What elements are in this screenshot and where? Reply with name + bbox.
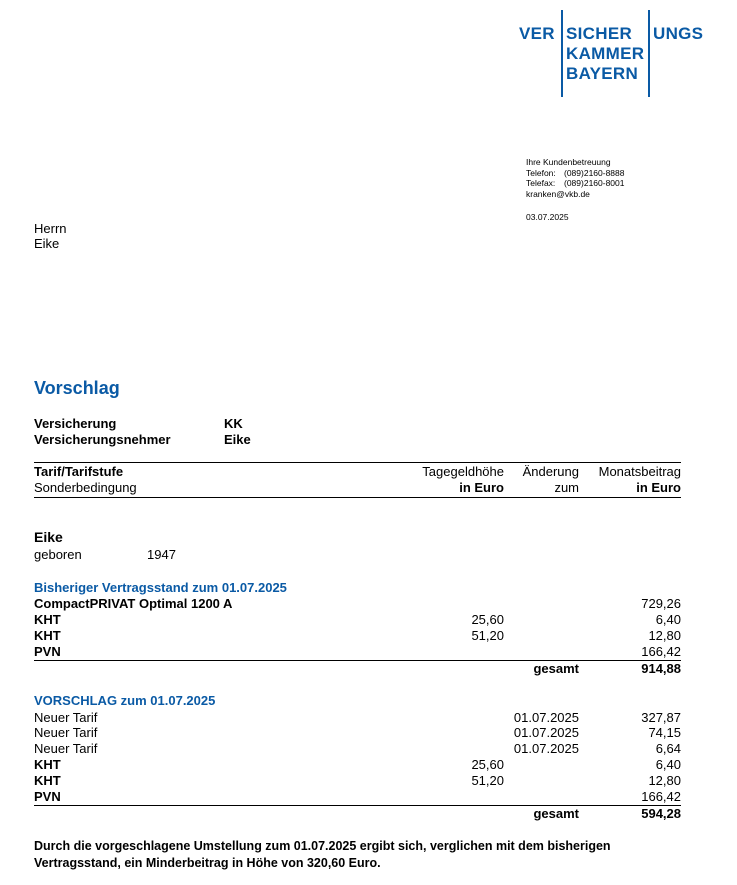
contact-heading: Ihre Kundenbetreuung: [526, 157, 611, 167]
current-total-label: gesamt: [533, 661, 579, 676]
header-monatsbeitrag-unit: in Euro: [636, 480, 681, 495]
meta-insurance-label: Versicherung: [34, 416, 117, 431]
meta-holder-label: Versicherungsnehmer: [34, 432, 171, 447]
logo-text-ver: VER: [519, 24, 555, 43]
page-title: Vorschlag: [34, 378, 120, 398]
logo-text-ungs: UNGS: [653, 24, 704, 43]
table-row: KHT 25,60 6,40: [34, 757, 681, 772]
meta-insurance: [34, 416, 243, 432]
contact-phone: Telefon: (089)2160-8888: [526, 167, 625, 178]
table-row: KHT 51,20 12,80: [34, 773, 681, 788]
table-row: KHT 25,60 6,40: [34, 612, 681, 627]
logo-bar-left: [561, 10, 563, 97]
table-row: Neuer Tarif 01.07.2025 327,87: [34, 710, 681, 725]
header-sonderbedingung: Sonderbedingung: [34, 480, 137, 495]
current-total-value: 914,88: [641, 661, 681, 676]
logo-text-sicher: SICHER: [566, 24, 633, 43]
header-tagegeld: Tagegeldhöhe: [422, 464, 504, 479]
person-born-year: 1947: [147, 547, 176, 562]
contact-email: kranken@vkb.de: [526, 188, 590, 199]
table-row: Neuer Tarif 01.07.2025 6,64: [34, 741, 681, 756]
table-row: CompactPRIVAT Optimal 1200 A 729,26: [34, 596, 681, 611]
logo-text-bayern: BAYERN: [566, 64, 639, 83]
header-tarif: Tarif/Tarifstufe: [34, 464, 124, 479]
proposal-heading: VORSCHLAG zum 01.07.2025: [34, 693, 216, 708]
meta-holder-value: Eike: [224, 432, 251, 447]
header-tagegeld-unit: in Euro: [459, 480, 504, 495]
proposal-total-label: gesamt: [533, 806, 579, 821]
table-row: Neuer Tarif 01.07.2025 74,15: [34, 725, 681, 740]
contact-fax: Telefax: (089)2160-8001: [526, 178, 625, 188]
meta-holder: [34, 432, 251, 448]
summary-note: Durch die vorgeschlagene Umstellung zum 01.07.2025 ergibt sich, verglichen mit dem bisherigen Vertragsstand, ein Minderbeitrag in Höhe von 320,60 Euro.: [34, 839, 611, 870]
current-heading: Bisheriger Vertragsstand zum 01.07.2025: [34, 580, 287, 595]
person-name: Eike: [34, 529, 63, 545]
header-monatsbeitrag: Monatsbeitrag: [598, 464, 681, 479]
current-total-row: [34, 661, 681, 677]
meta-insurance-value: KK: [224, 416, 243, 431]
recipient-salutation: Herrn: [34, 221, 67, 236]
proposal-total-row: [34, 806, 681, 822]
header-rule-bottom: [34, 497, 681, 498]
document-date: 03.07.2025: [526, 212, 569, 222]
header-rule-top: [34, 462, 681, 463]
logo-bar-right: [648, 10, 650, 97]
recipient-name: Eike: [34, 236, 60, 251]
table-row: PVN 166,42: [34, 644, 681, 659]
contact-block: [526, 157, 625, 199]
table-row: KHT 51,20 12,80: [34, 628, 681, 643]
person-born-label: geboren: [34, 547, 82, 562]
table-row: PVN 166,42: [34, 789, 681, 804]
header-aenderung-zum: zum: [554, 480, 579, 495]
logo-text-kammer: KAMMER: [566, 44, 645, 63]
header-aenderung: Änderung: [522, 464, 579, 479]
proposal-total-value: 594,28: [641, 806, 681, 821]
